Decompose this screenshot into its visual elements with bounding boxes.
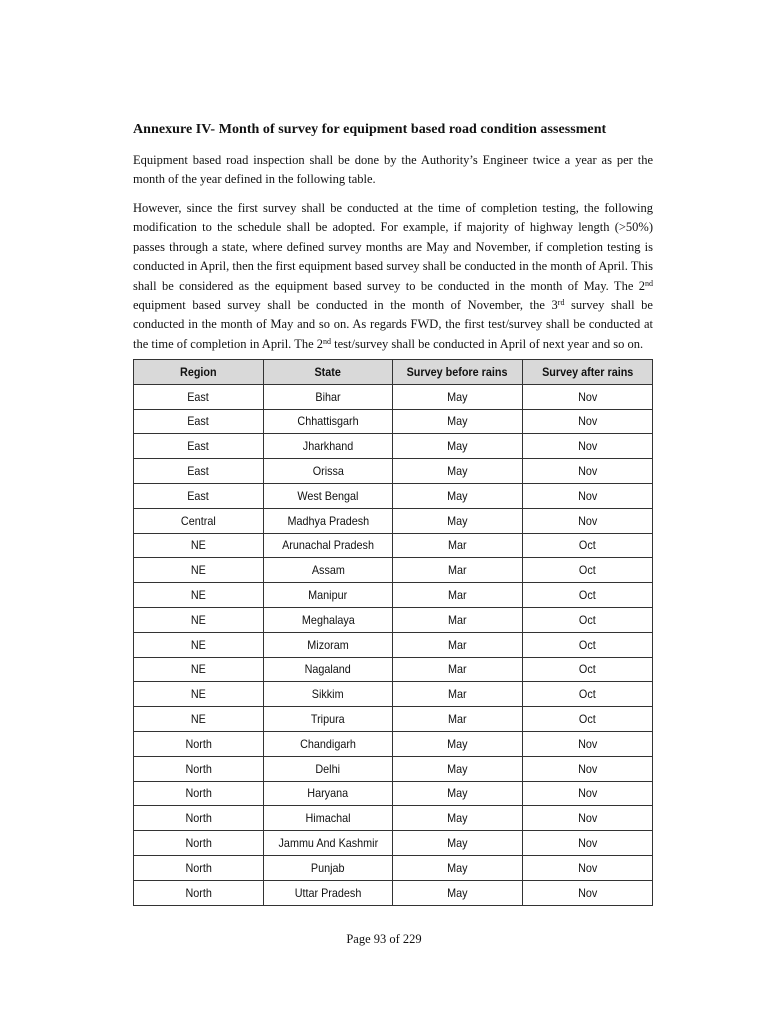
state-cell: Manipur xyxy=(264,583,393,608)
survey-after-rains-cell: Nov xyxy=(523,880,653,905)
survey-before-rains-cell: Mar xyxy=(393,657,523,682)
region-cell: Central xyxy=(134,508,264,533)
region-cell: East xyxy=(134,483,264,508)
state-cell: Uttar Pradesh xyxy=(264,880,393,905)
table-row xyxy=(134,434,653,459)
survey-after-rains-cell: Oct xyxy=(523,682,653,707)
table-row xyxy=(134,756,653,781)
intro-paragraph: Equipment based road inspection shall be done by the Authority’s Engineer twice a year as per the month of the year defined in the following table. xyxy=(133,153,653,187)
survey-before-rains-cell: Mar xyxy=(393,583,523,608)
table-row xyxy=(134,508,653,533)
survey-after-rains-cell: Oct xyxy=(523,558,653,583)
region-cell: NE xyxy=(134,632,264,657)
survey-after-rains-cell: Nov xyxy=(523,781,653,806)
region-cell: NE xyxy=(134,558,264,583)
state-cell: Mizoram xyxy=(264,632,393,657)
state-cell: Delhi xyxy=(264,756,393,781)
state-cell: West Bengal xyxy=(264,483,393,508)
survey-after-rains-cell: Oct xyxy=(523,583,653,608)
survey-before-rains-cell: May xyxy=(393,880,523,905)
survey-after-rains-cell: Nov xyxy=(523,508,653,533)
state-cell: Jammu And Kashmir xyxy=(264,831,393,856)
table-header-row xyxy=(134,360,653,385)
state-cell: Arunachal Pradesh xyxy=(264,533,393,558)
table-row xyxy=(134,533,653,558)
header-survey-before-rains: Survey before rains xyxy=(393,360,523,385)
state-cell: Meghalaya xyxy=(264,607,393,632)
region-cell: NE xyxy=(134,607,264,632)
survey-after-rains-cell: Nov xyxy=(523,409,653,434)
para2-text-3: survey shall be conducted in the month of May and so on. As regards FWD, the first test/survey shall be conducted at the time of completion in April. The 2 xyxy=(133,298,653,351)
region-cell: NE xyxy=(134,657,264,682)
page-number: Page 93 of 229 xyxy=(346,932,422,946)
survey-before-rains-cell: May xyxy=(393,781,523,806)
table-row xyxy=(134,459,653,484)
table-row xyxy=(134,707,653,732)
table-row xyxy=(134,731,653,756)
survey-after-rains-cell: Nov xyxy=(523,806,653,831)
region-cell: North xyxy=(134,756,264,781)
table-row xyxy=(134,409,653,434)
table-row xyxy=(134,583,653,608)
table-row xyxy=(134,682,653,707)
state-cell: Nagaland xyxy=(264,657,393,682)
region-cell: North xyxy=(134,781,264,806)
state-cell: Punjab xyxy=(264,855,393,880)
survey-before-rains-cell: May xyxy=(393,508,523,533)
survey-after-rains-cell: Nov xyxy=(523,483,653,508)
table-body xyxy=(134,384,653,905)
survey-before-rains-cell: Mar xyxy=(393,533,523,558)
region-cell: NE xyxy=(134,682,264,707)
table-row xyxy=(134,831,653,856)
state-cell: Bihar xyxy=(264,384,393,409)
para2-text-1: However, since the first survey shall be conducted at the time of completion testing, the following modification to the schedule shall be adopted. For example, if majority of highway length (>50%) passes through a state, where defined survey months are May and November, if completion testing is conducted in April, then the first equipment based survey shall be conducted in the month of April. This shall be considered as the equipment based survey to be conducted in the month of May. The 2 xyxy=(133,201,653,293)
header-state: State xyxy=(264,360,393,385)
region-cell: East xyxy=(134,384,264,409)
survey-after-rains-cell: Oct xyxy=(523,632,653,657)
state-cell: Madhya Pradesh xyxy=(264,508,393,533)
state-cell: Tripura xyxy=(264,707,393,732)
survey-after-rains-cell: Oct xyxy=(523,707,653,732)
region-cell: NE xyxy=(134,533,264,558)
modification-paragraph xyxy=(133,199,653,354)
survey-after-rains-cell: Oct xyxy=(523,657,653,682)
region-cell: North xyxy=(134,855,264,880)
survey-before-rains-cell: May xyxy=(393,409,523,434)
survey-after-rains-cell: Nov xyxy=(523,831,653,856)
state-cell: Jharkhand xyxy=(264,434,393,459)
survey-before-rains-cell: May xyxy=(393,483,523,508)
annexure-title: Annexure IV- Month of survey for equipment based road condition assessment xyxy=(133,122,607,137)
survey-before-rains-cell: May xyxy=(393,434,523,459)
state-cell: Chandigarh xyxy=(264,731,393,756)
header-survey-after-rains: Survey after rains xyxy=(523,360,653,385)
survey-before-rains-cell: Mar xyxy=(393,707,523,732)
survey-after-rains-cell: Nov xyxy=(523,459,653,484)
survey-before-rains-cell: May xyxy=(393,731,523,756)
survey-before-rains-cell: Mar xyxy=(393,558,523,583)
table-row xyxy=(134,880,653,905)
region-cell: North xyxy=(134,880,264,905)
region-cell: NE xyxy=(134,583,264,608)
table-row xyxy=(134,657,653,682)
survey-before-rains-cell: May xyxy=(393,806,523,831)
para2-superscript-2: rd xyxy=(557,298,565,308)
state-cell: Himachal xyxy=(264,806,393,831)
survey-after-rains-cell: Oct xyxy=(523,607,653,632)
region-cell: North xyxy=(134,831,264,856)
state-cell: Assam xyxy=(264,558,393,583)
table-row xyxy=(134,632,653,657)
survey-after-rains-cell: Nov xyxy=(523,384,653,409)
para2-text-4: test/survey shall be conducted in April of next year and so on. xyxy=(331,336,644,351)
survey-before-rains-cell: May xyxy=(393,459,523,484)
header-region: Region xyxy=(134,360,264,385)
region-cell: NE xyxy=(134,707,264,732)
table-row xyxy=(134,855,653,880)
survey-before-rains-cell: Mar xyxy=(393,682,523,707)
table-row xyxy=(134,607,653,632)
survey-after-rains-cell: Nov xyxy=(523,756,653,781)
region-cell: North xyxy=(134,731,264,756)
survey-before-rains-cell: May xyxy=(393,384,523,409)
para2-superscript-1: nd xyxy=(645,278,653,288)
state-cell: Orissa xyxy=(264,459,393,484)
table-row xyxy=(134,558,653,583)
survey-after-rains-cell: Oct xyxy=(523,533,653,558)
table-row xyxy=(134,781,653,806)
region-cell: East xyxy=(134,434,264,459)
para2-superscript-3: nd xyxy=(323,336,332,346)
survey-after-rains-cell: Nov xyxy=(523,434,653,459)
region-cell: East xyxy=(134,409,264,434)
state-cell: Haryana xyxy=(264,781,393,806)
survey-before-rains-cell: Mar xyxy=(393,607,523,632)
table-row xyxy=(134,806,653,831)
table-row xyxy=(134,483,653,508)
survey-after-rains-cell: Nov xyxy=(523,731,653,756)
survey-before-rains-cell: May xyxy=(393,855,523,880)
survey-before-rains-cell: May xyxy=(393,831,523,856)
survey-after-rains-cell: Nov xyxy=(523,855,653,880)
para2-text-2: equipment based survey shall be conducted in the month of November, the 3 xyxy=(133,298,558,313)
survey-before-rains-cell: Mar xyxy=(393,632,523,657)
state-cell: Chhattisgarh xyxy=(264,409,393,434)
survey-schedule-table xyxy=(133,359,653,906)
region-cell: North xyxy=(134,806,264,831)
region-cell: East xyxy=(134,459,264,484)
state-cell: Sikkim xyxy=(264,682,393,707)
survey-before-rains-cell: May xyxy=(393,756,523,781)
table-row xyxy=(134,384,653,409)
